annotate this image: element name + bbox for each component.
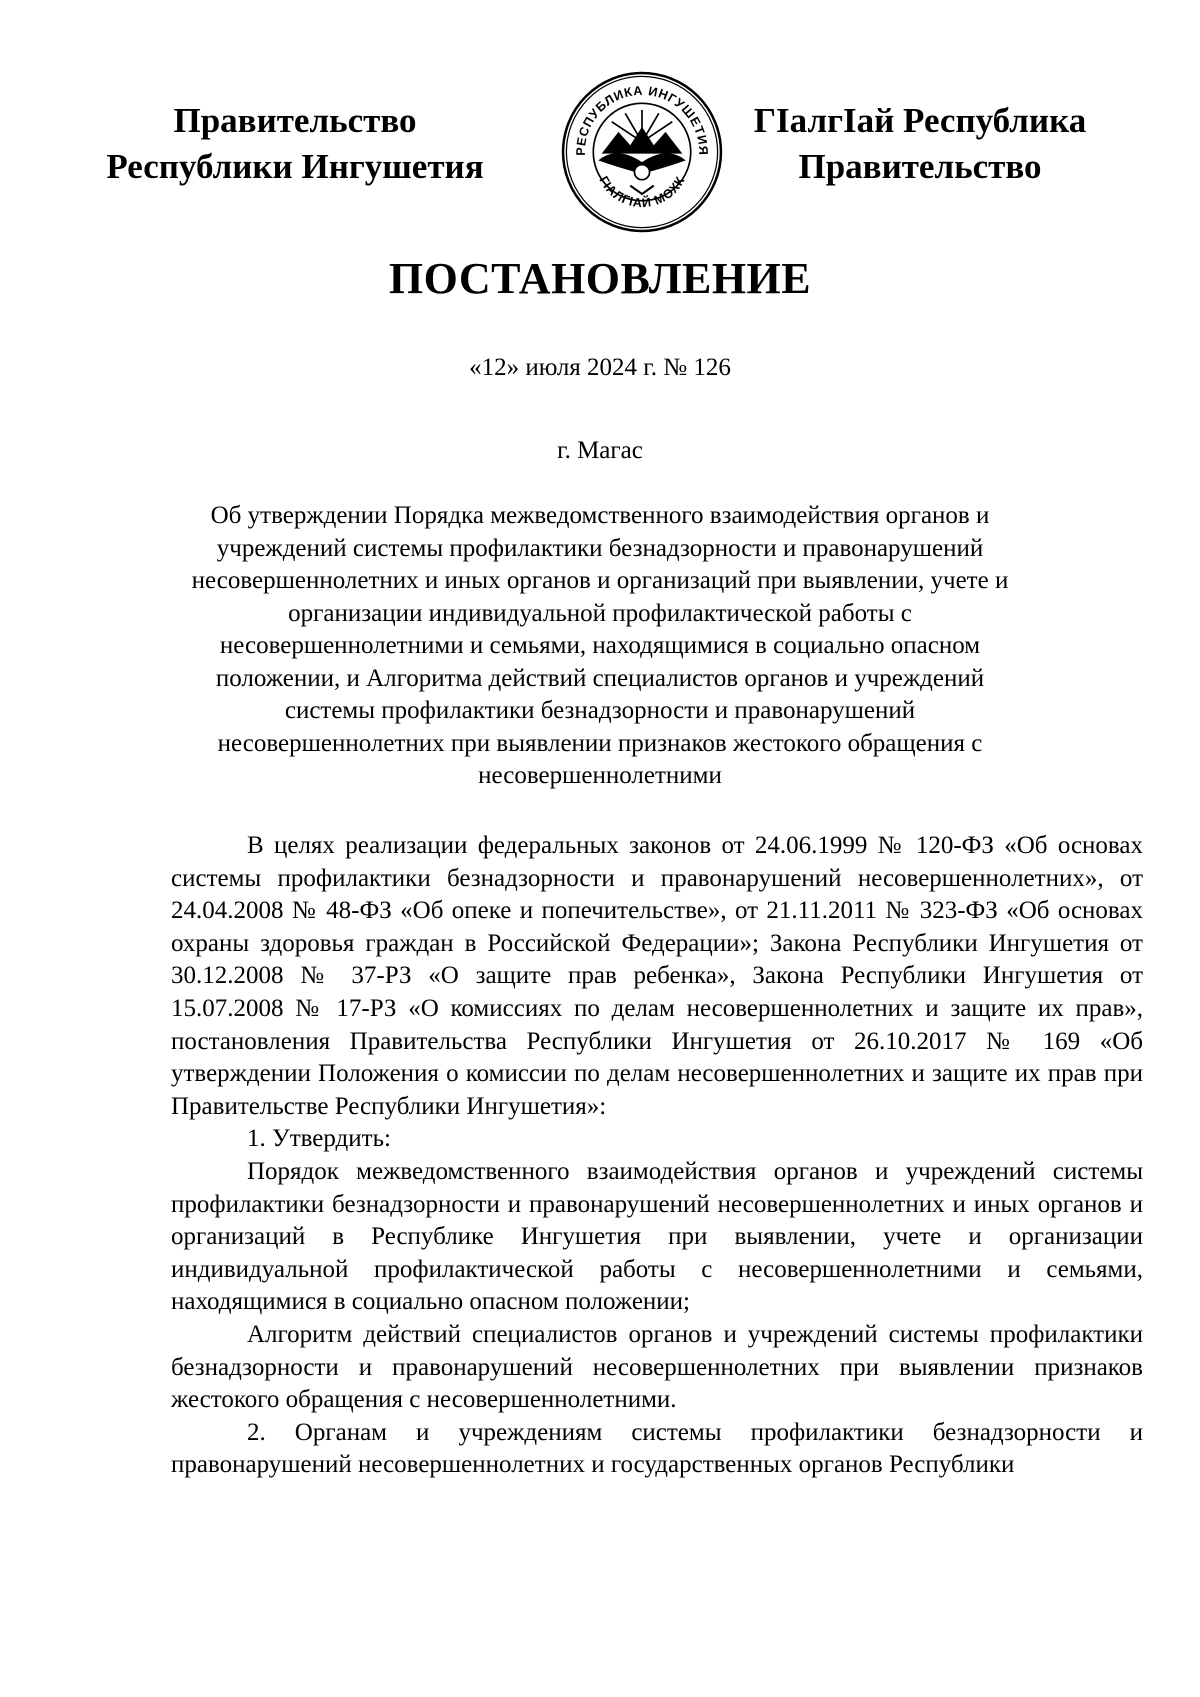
subject-line: несовершеннолетних и иных органов и организаций при выявлении, учете и [191,567,1009,594]
document-city: г. Магас [557,437,643,464]
body-paragraph-order: Порядок межведомственного взаимодействия органов и учреждений системы профилактики безнадзорности и правонарушений несовершеннолетних и иных органов и организаций в Республике Ингушетия при выявлении, учете и организации индивидуальной профилактической работы с несовершеннолетними и семьями, находящимися в социально опасном положении; [171,1157,1143,1316]
body-paragraph-item-1: 1. Утвердить: [247,1125,391,1153]
subject-line: Об утверждении Порядка межведомственного взаимодействия органов и [210,502,990,529]
document-subject [170,500,1030,793]
subject-line: несовершеннолетними [478,762,722,789]
svg-text:РЕСПУБЛИКА ИНГУШЕТИЯ: РЕСПУБЛИКА ИНГУШЕТИЯ [573,83,711,156]
header-left [90,98,500,190]
document-title: ПОСТАНОВЛЕНИЕ [388,254,812,303]
svg-text:ГIАЛГIАЙ МОХК: ГIАЛГIАЙ МОХК [596,173,688,211]
header-left-line1: Правительство [173,101,417,140]
subject-line: несовершеннолетними и семьями, находящимися в социально опасном [219,632,981,659]
subject-line: несовершеннолетних при выявлении признаков жестокого обращения с [217,729,983,757]
document-date-number: «12» июля 2024 г. № 126 [469,354,731,381]
document-body [171,830,1143,1482]
emblem-seal [558,68,726,236]
header-right-line1: ГIалгIай Республика [753,101,1087,140]
header-left-line2: Республики Ингушетия [106,147,484,186]
subject-line: учреждений системы профилактики безнадзорности и правонарушений [216,534,984,562]
body-paragraph-item-2: 2. Органам и учреждениям системы профилактики безнадзорности и правонарушений несовершеннолетних и государственных органов Республики [171,1418,1143,1479]
body-paragraph-algorithm: Алгоритм действий специалистов органов и учреждений системы профилактики безнадзорности и правонарушений несовершеннолетних при выявлении признаков жестокого обращения с несовершеннолетними. [171,1320,1143,1414]
header-right [735,98,1105,190]
subject-line: системы профилактики безнадзорности и правонарушений [284,697,916,724]
subject-line: положении, и Алгоритма действий специалистов органов и учреждений [215,664,985,692]
body-paragraph-preamble: В целях реализации федеральных законов от 24.06.1999 № 120-ФЗ «Об основах системы профилактики безнадзорности и правонарушений несовершеннолетних», от 24.04.2008 № 48-ФЗ «Об опеке и попечительстве», от 21.11.2011 № 323-ФЗ «Об основах охраны здоровья граждан в Российской Федерации»; Закона Республики Ингушетия от 30.12.2008 № 37-РЗ «О защите прав ребенка», Закона Республики Ингушетия от 15.07.2008 № 17-РЗ «О комиссиях по делам несовершеннолетних и защите их прав», постановления Правительства Республики Ингушетия от 26.10.2017 № 169 «Об утверждении Положения о комиссии по делам несовершеннолетних и защите их прав при Правительстве Республики Ингушетия»: [171,832,1143,1120]
subject-line: организации индивидуальной профилактической работы с [288,599,912,627]
header-right-line2: Правительство [798,147,1042,186]
